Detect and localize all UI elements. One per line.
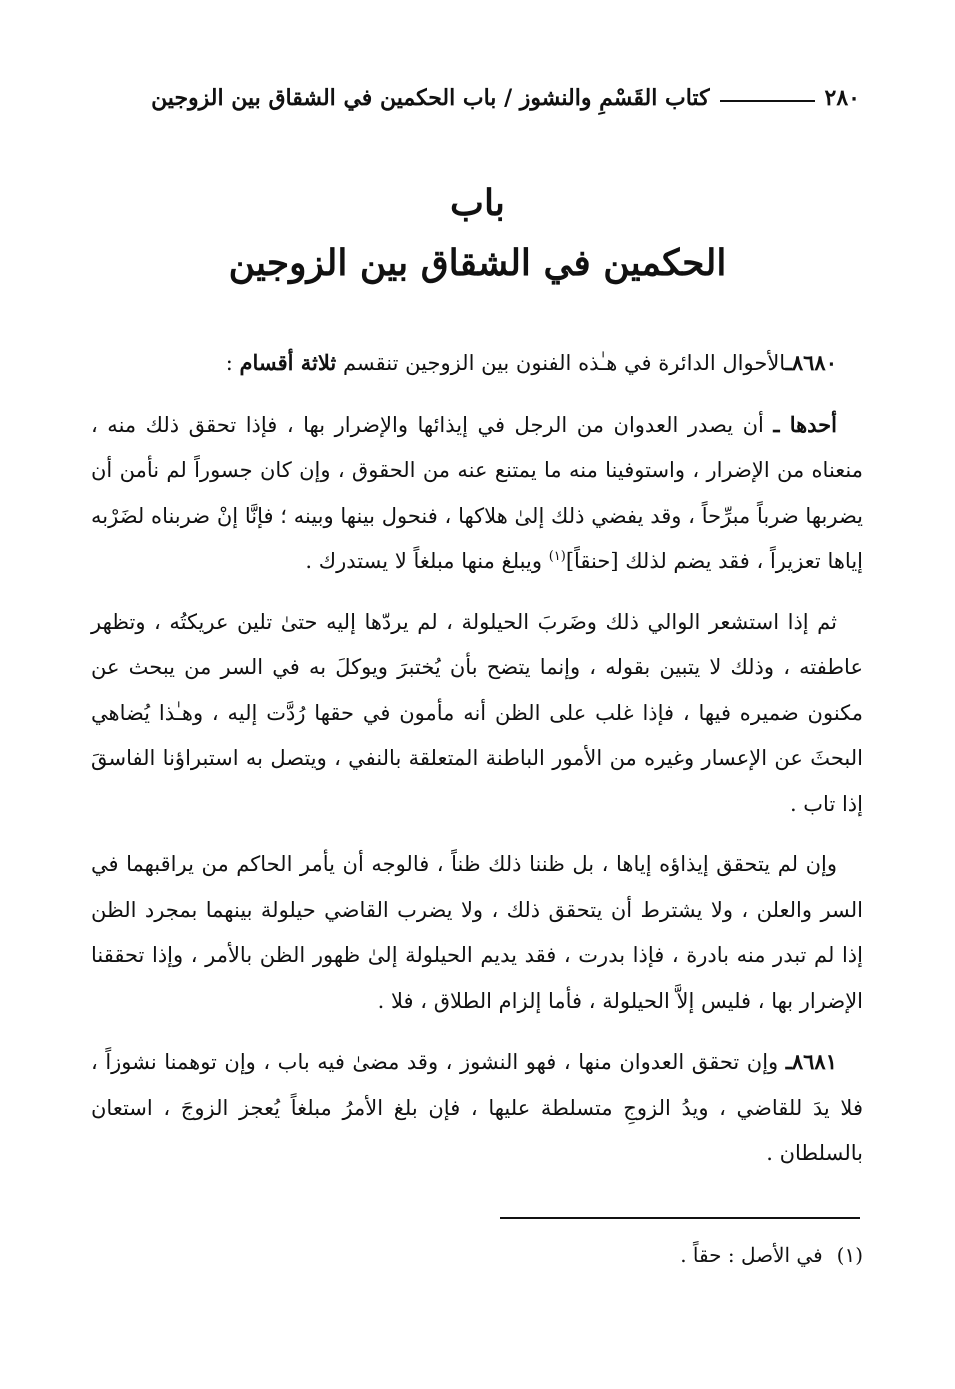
paragraph-guardian: [91, 600, 863, 828]
chapter-title-line-1: باب: [450, 182, 505, 224]
paragraph-8680: [91, 340, 863, 387]
paragraph-text: وإن تحقق العدوان منها ، فهو النشوز ، وقد مضىٰ فيه باب ، وإن توهمنا نشوزاً ، فلا يدَ للقاضي ، ويدُ الزوجِ متسلطة عليها ، فإن بلغ الأمرُ مبلغاً يُعجز الزوجَ ، استعان بالسلطان .: [91, 1050, 863, 1165]
paragraph-text: ثم إذا استشعر الوالي ذلك وضَربَ الحيلولة ، لم يردّها إليه حتىٰ تلين عريكتُه ، وتظهر عاطفته ، وذلك لا يتبين بقوله ، وإنما يتضح بأن يُختبرَ ويوكلَ به في السر من يبحث عن مكنون ضميره فيها ، فإذا غلب على الظن أنه مأمون في حقها رُدَّت إليه ، وهـٰذا يُضاهي البحثَ عن الإعسار وغيره من الأمور الباطنة المتعلقة بالنفي ، ويتصل به استبراؤنا الفاسقَ إذا تاب .: [91, 609, 863, 816]
paragraph-text-continued: ويبلغ منها مبلغاً لا يستدرك .: [305, 549, 549, 573]
paragraph-number: ٨٦٨٠ـ: [785, 350, 837, 375]
header-rule: [720, 100, 815, 102]
body-text: [91, 340, 863, 1192]
running-title: كتاب القَسْمِ والنشوز / باب الحكمين في الشقاق بين الزوجين: [151, 85, 710, 111]
paragraph-8681: [91, 1039, 863, 1177]
chapter-title-line-2: الحكمين في الشقاق بين الزوجين: [228, 242, 727, 284]
footnote-mark: (١): [836, 1243, 863, 1267]
paragraph-first-case: [91, 402, 863, 585]
paragraph-text: أن يصدر العدوان من الرجل في إيذائها والإضرار بها ، فإذا تحقق ذلك منه ، منعناه من الإضرار ، واستوفينا منه ما يمتنع عنه من الحقوق ، وإن كان جسوراً لم نأمن أن يضربها ضرباً مبرِّحاً ، وقد يفضي ذلك إلىٰ هلاكها ، فنحول بينها وبينه ؛ فإنَّا إنْ ضربناه لضَرْبه إياها تعزيراً ، فقد يضم لذلك [حنقاً]: [91, 412, 863, 573]
footnote-reference: (١): [548, 549, 566, 564]
page-number: ٢٨٠: [824, 85, 860, 111]
footnote-text: في الأصل : حقاً .: [680, 1243, 823, 1267]
paragraph-number: ٨٦٨١ـ: [785, 1049, 837, 1074]
paragraph-lead: أحدها ـ: [773, 411, 838, 437]
footnote: [163, 1238, 863, 1272]
paragraph-suspicion: [91, 842, 863, 1024]
paragraph-bold-text: ثلاثة أقسام: [239, 350, 337, 375]
paragraph-text: الأحوال الدائرة في هـٰذه الفنون بين الزوجين تنقسم: [342, 351, 786, 375]
running-header: [90, 78, 860, 118]
chapter-title: [0, 175, 955, 295]
paragraph-text: وإن لم يتحقق إيذاؤه إياها ، بل ظننا ذلك ظناً ، فالوجه أن يأمر الحاكم من يراقبهما في السر والعلن ، ولا يشترط أن يتحقق ذلك ، ولا يضرب القاضي حيلولة بينهما بمجرد الظن إذا لم تبدر منه بادرة ، فإذا بدرت ، فقد يديم الحيلولة إلىٰ ظهور الظن بالأمر ، وإذا تحققنا الإضرار بها ، فليس إلاَّ الحيلولة ، فأما إلزام الطلاق ، فلا .: [91, 852, 863, 1013]
footnote-rule: [500, 1217, 860, 1219]
paragraph-end: :: [225, 351, 240, 375]
